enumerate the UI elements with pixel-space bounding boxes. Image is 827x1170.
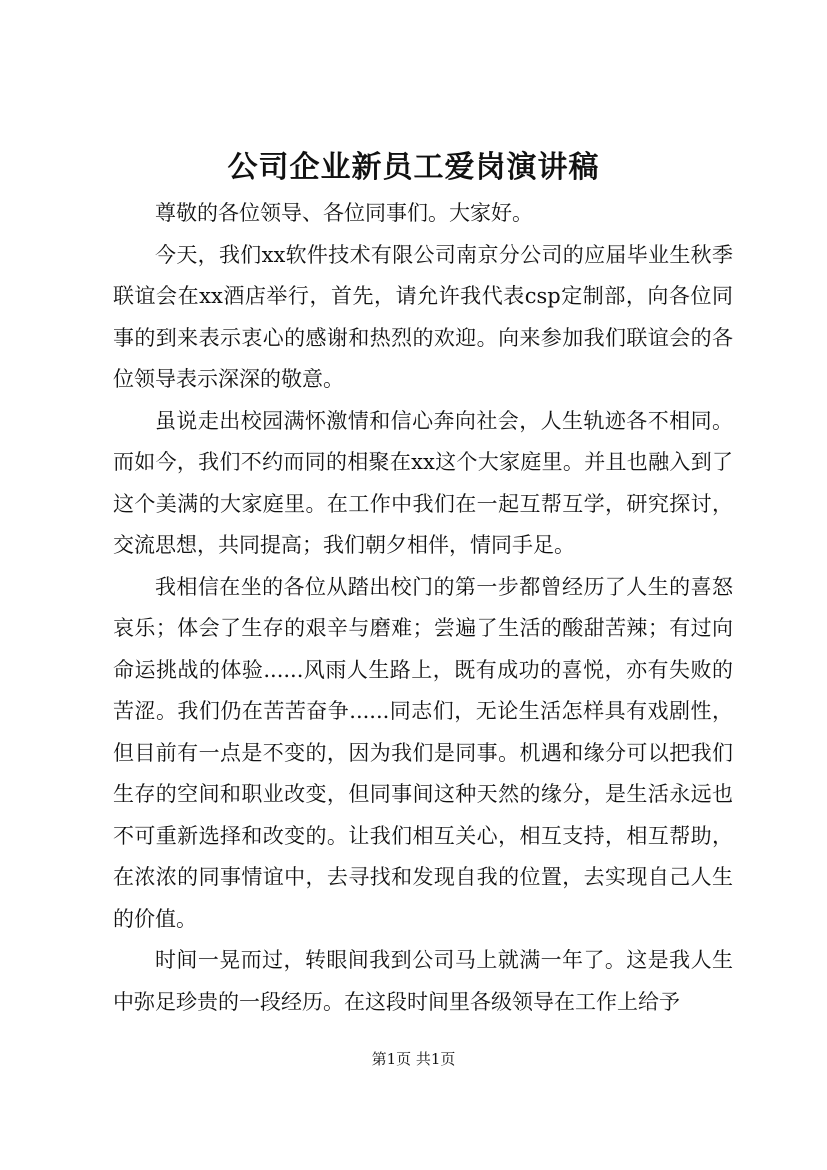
page-number-footer: 第1页 共1页 [371,1050,456,1068]
paragraph-time: 时间一晃而过，转眼间我到公司马上就满一年了。这是我人生中弥足珍贵的一段经历。在这段时间里各级领导在工作上给予 [113,948,733,1014]
paragraph-greeting: 尊敬的各位领导、各位同事们。大家好。 [155,201,533,225]
paragraph-experience: 我相信在坐的各位从踏出校门的第一步都曾经历了人生的喜怒哀乐；体会了生存的艰辛与磨难；尝遍了生活的酸甜苦辣；有过向命运挑战的体验......风雨人生路上，既有成功的喜悦，亦有失败的苦涩。我们仍在苦苦奋争......同志们，无论生活怎样具有戏剧性，但目前有一点是不变的，因为我们是同事。机遇和缘分可以把我们生存的空间和职业改变，但同事间这种天然的缘分，是生活永远也不可重新选择和改变的。让我们相互关心，相互支持，相互帮助，在浓浓的同事情谊中，去寻找和发现自我的位置，去实现自己人生的价值。 [113,574,733,931]
paragraph-welcome: 今天，我们xx软件技术有限公司南京分公司的应届毕业生秋季联谊会在xx酒店举行，首先，请允许我代表csp定制部，向各位同事的到来表示衷心的感谢和热烈的欢迎。向来参加我们联谊会的各位领导表示深深的敬意。 [113,242,733,391]
paragraph-gathering: 虽说走出校园满怀激情和信心奔向社会，人生轨迹各不相同。而如今，我们不约而同的相聚在xx这个大家庭里。并且也融入到了这个美满的大家庭里。在工作中我们在一起互帮互学，研究探讨，交流思想，共同提高；我们朝夕相伴，情同手足。 [113,408,733,557]
document-body [113,193,733,1023]
document-title: 公司企业新员工爱岗演讲稿 [227,150,600,185]
